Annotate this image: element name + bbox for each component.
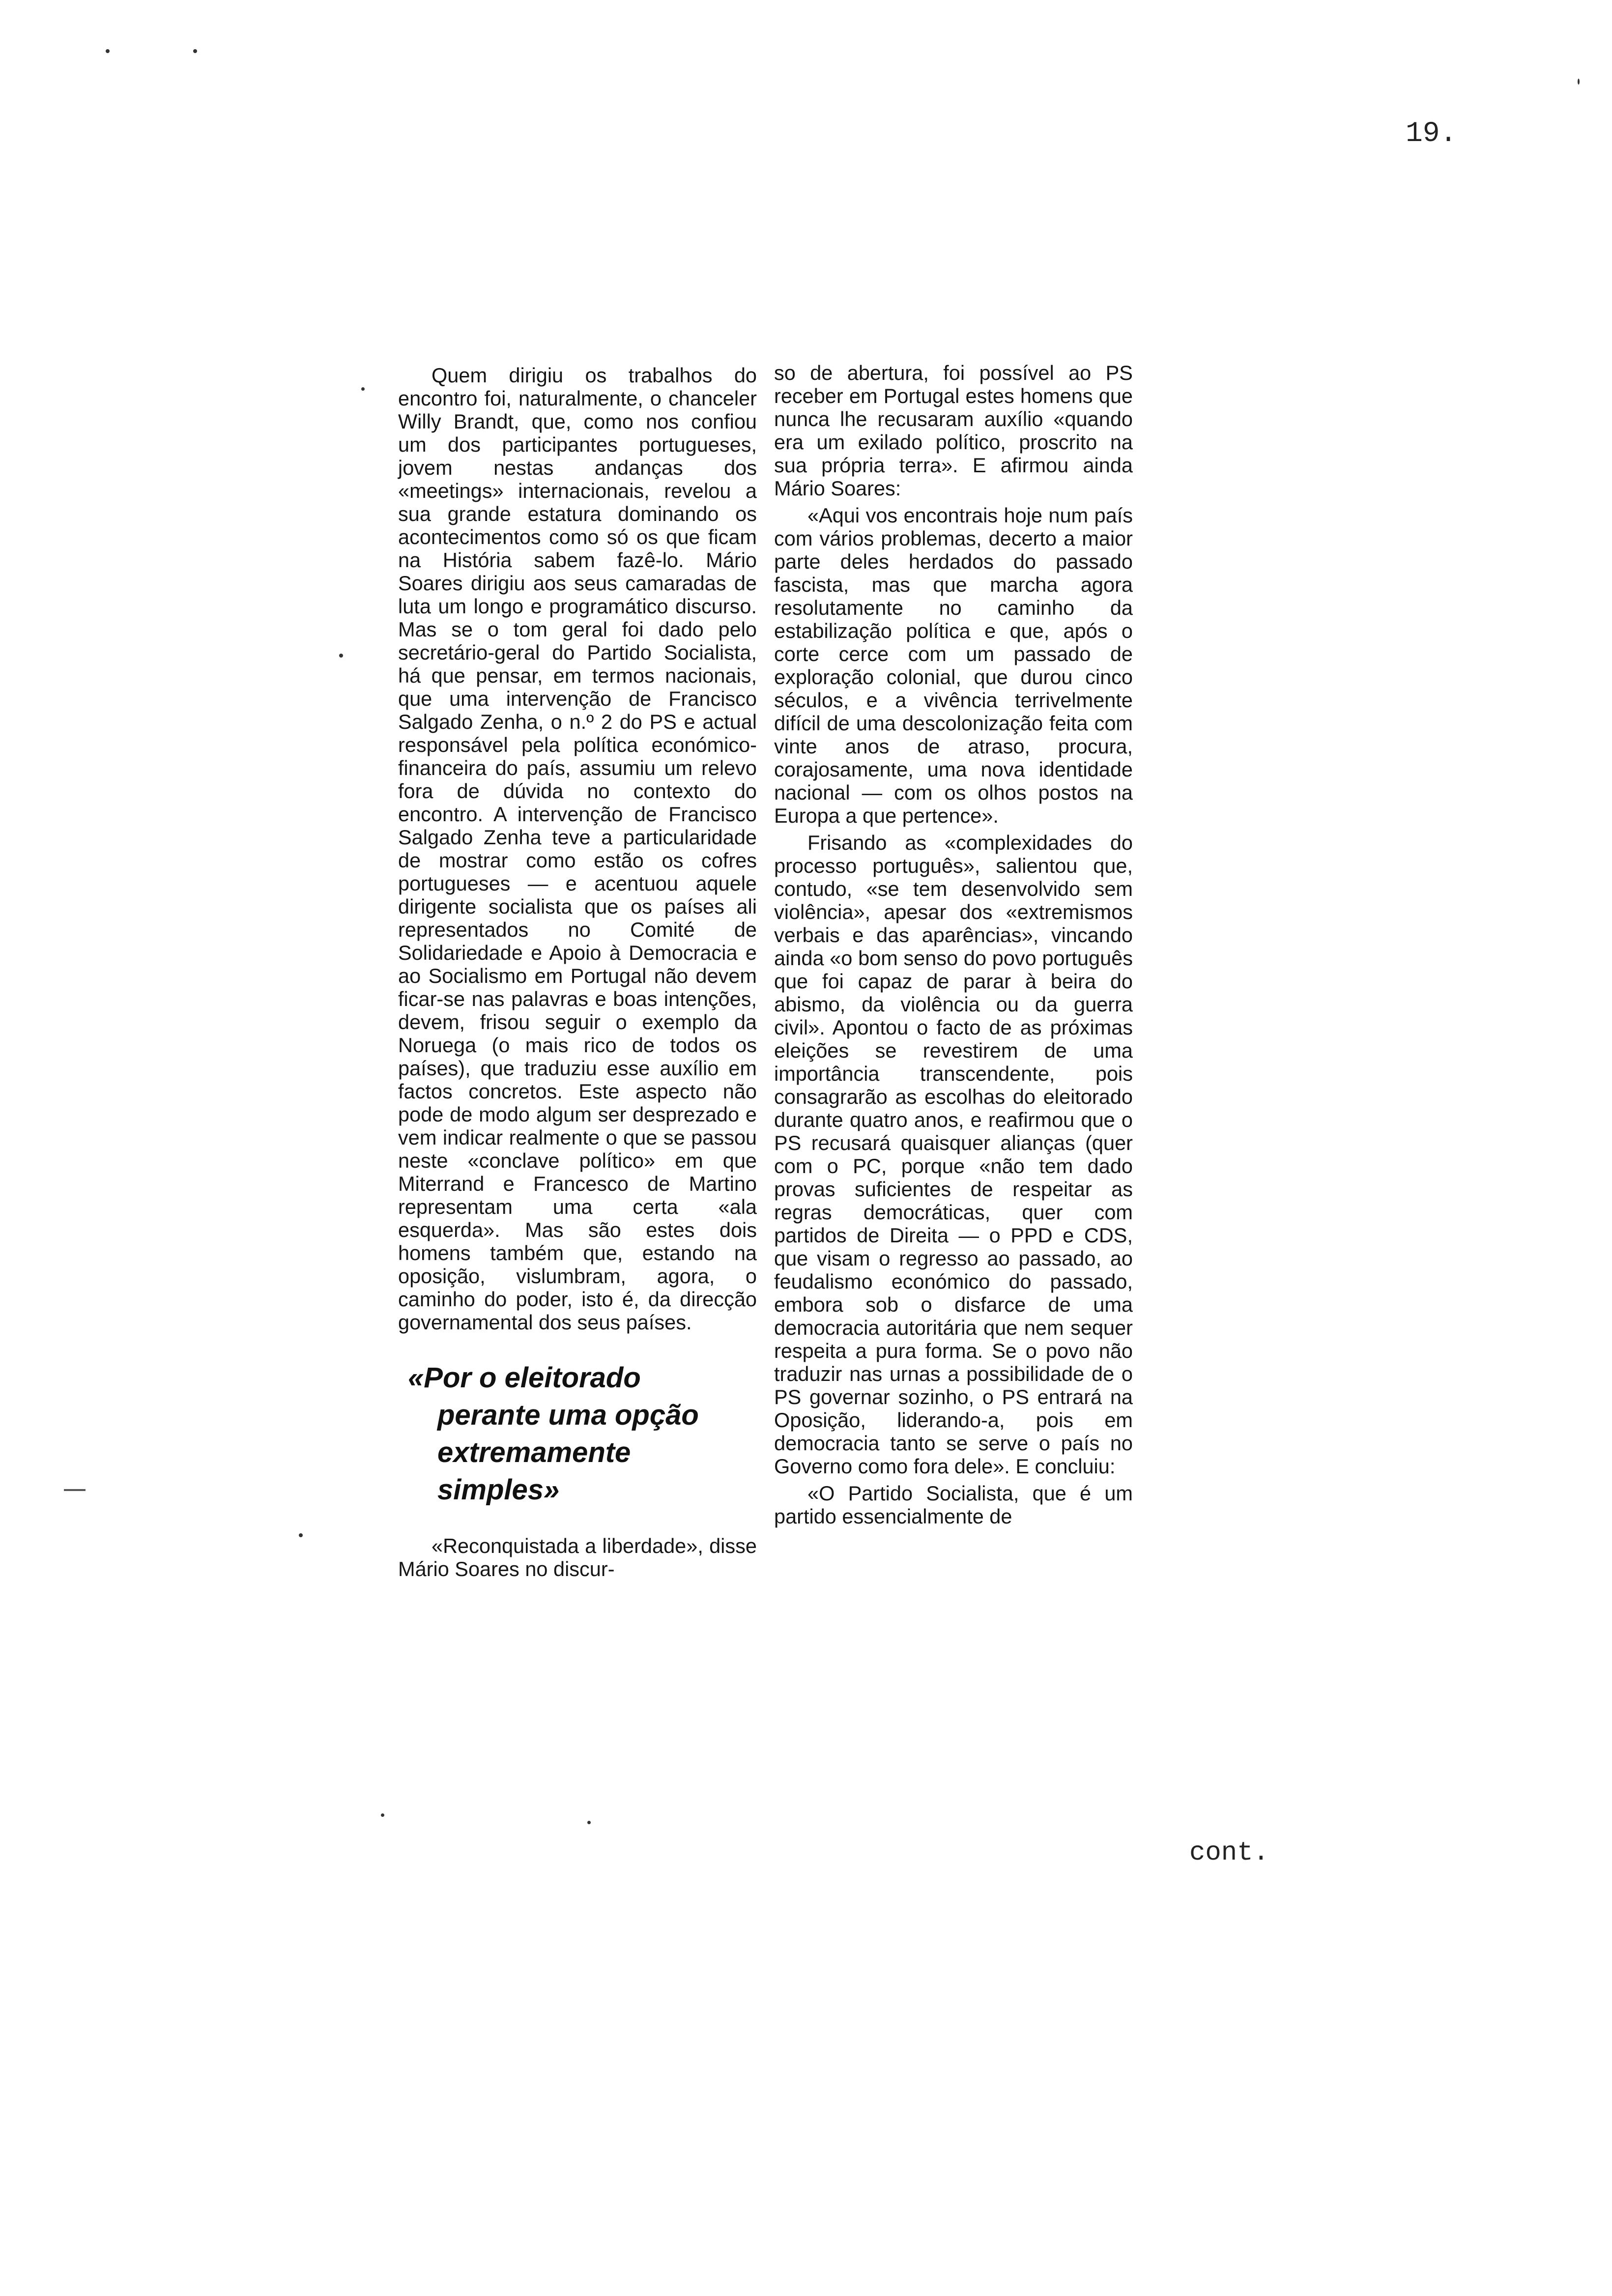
subhead-line-1: «Por o eleitorado bbox=[408, 1362, 641, 1394]
scan-speck bbox=[361, 387, 365, 391]
subhead-line-2: perante uma opção bbox=[437, 1399, 699, 1431]
right-paragraph-2: «Aqui vos encontrais hoje num país com vários problemas, decerto a maior parte deles herdados do passado fascista, mas que marcha agora resolutamente no caminho da estabilização política e que, após o corte cerce com um passado de exploração colonial, que durou cinco séculos, e a vivência terrivelmente difícil de uma descolonização feita com vinte anos de atraso, procura, corajosamente, uma nova identidade nacional — com os olhos postos na Europa a que pertence». bbox=[774, 504, 1133, 827]
scan-speck bbox=[339, 654, 343, 658]
scan-dash bbox=[64, 1489, 86, 1491]
scan-speck bbox=[1578, 79, 1580, 85]
right-column bbox=[774, 361, 1133, 1532]
subhead-line-3: extremamente bbox=[437, 1436, 631, 1468]
subhead bbox=[408, 1359, 757, 1509]
left-paragraph-1: Quem dirigiu os trabalhos do encontro foi, naturalmente, o chanceler Willy Brandt, que, como nos confiou um dos participantes portugueses, jovem nestas andanças dos «meetings» internacionais, revelou a sua grande estatura dominando os acontecimentos como só os que ficam na História sabem fazê-lo. Mário Soares dirigiu aos seus camaradas de luta um longo e programático discurso. Mas se o tom geral foi dado pelo secretário-geral do Partido Socialista, há que pensar, em termos nacionais, que uma intervenção de Francisco Salgado Zenha, o n.º 2 do PS e actual responsável pela política económico-financeira do país, assumiu um relevo fora de dúvida no contexto do encontro. A intervenção de Francisco Salgado Zenha teve a particularidade de mostrar como estão os cofres portugueses — e acentuou aquele dirigente socialista que os países ali representados no Comité de Solidariedade e Apoio à Democracia e ao Socialismo em Portugal não devem ficar-se nas palavras e boas intenções, devem, frisou seguir o exemplo da Noruega (o mais rico de todos os países), que traduziu esse auxílio em factos concretos. Este aspecto não pode de modo algum ser desprezado e vem indicar realmente o que se passou neste «conclave político» em que Miterrand e Francesco de Martino representam uma certa «ala esquerda». Mas são estes dois homens também que, estando na oposição, vislumbram, agora, o caminho do poder, isto é, da direcção governamental dos seus países. bbox=[398, 364, 757, 1334]
left-paragraph-2: «Reconquistada a liberdade», disse Mário Soares no discur- bbox=[398, 1534, 757, 1580]
left-column bbox=[398, 364, 757, 1584]
right-paragraph-4: «O Partido Socialista, que é um partido essencialmente de bbox=[774, 1482, 1133, 1528]
page-number: 19. bbox=[1406, 118, 1457, 150]
right-paragraph-3: Frisando as «complexidades do processo português», salientou que, contudo, «se tem desenvolvido sem violência», apesar dos «extremismos verbais e das aparências», vincando ainda «o bom senso do povo português que foi capaz de parar à beira do abismo, da violência ou da guerra civil». Apontou o facto de as próximas eleições se revestirem de uma importância transcendente, pois consagrarão as escolhas do eleitorado durante quatro anos, e reafirmou que o PS recusará quaisquer alianças (quer com o PC, porque «não tem dado provas suficientes de respeitar as regras democráticas, quer com partidos de Direita — o PPD e CDS, que visam o regresso ao passado, ao feudalismo económico do passado, embora sob o disfarce de uma democracia autoritária que nem sequer respeita a pura forma. Se o povo não traduzir nas urnas a possibilidade de o PS governar sozinho, o PS entrará na Oposição, liderando-a, pois em democracia tanto se serve o país no Governo como fora dele». E concluiu: bbox=[774, 831, 1133, 1478]
scan-speck bbox=[587, 1821, 591, 1824]
right-paragraph-1: so de abertura, foi possível ao PS receber em Portugal estes homens que nunca lhe recusaram auxílio «quando era um exilado político, proscrito na sua própria terra». E afirmou ainda Mário Soares: bbox=[774, 361, 1133, 500]
scan-speck bbox=[193, 49, 197, 53]
scan-speck bbox=[299, 1533, 303, 1537]
subhead-line-4: simples» bbox=[437, 1474, 560, 1506]
continuation-marker: cont. bbox=[1189, 1838, 1269, 1868]
scan-speck bbox=[106, 49, 110, 53]
scan-speck bbox=[381, 1813, 384, 1817]
